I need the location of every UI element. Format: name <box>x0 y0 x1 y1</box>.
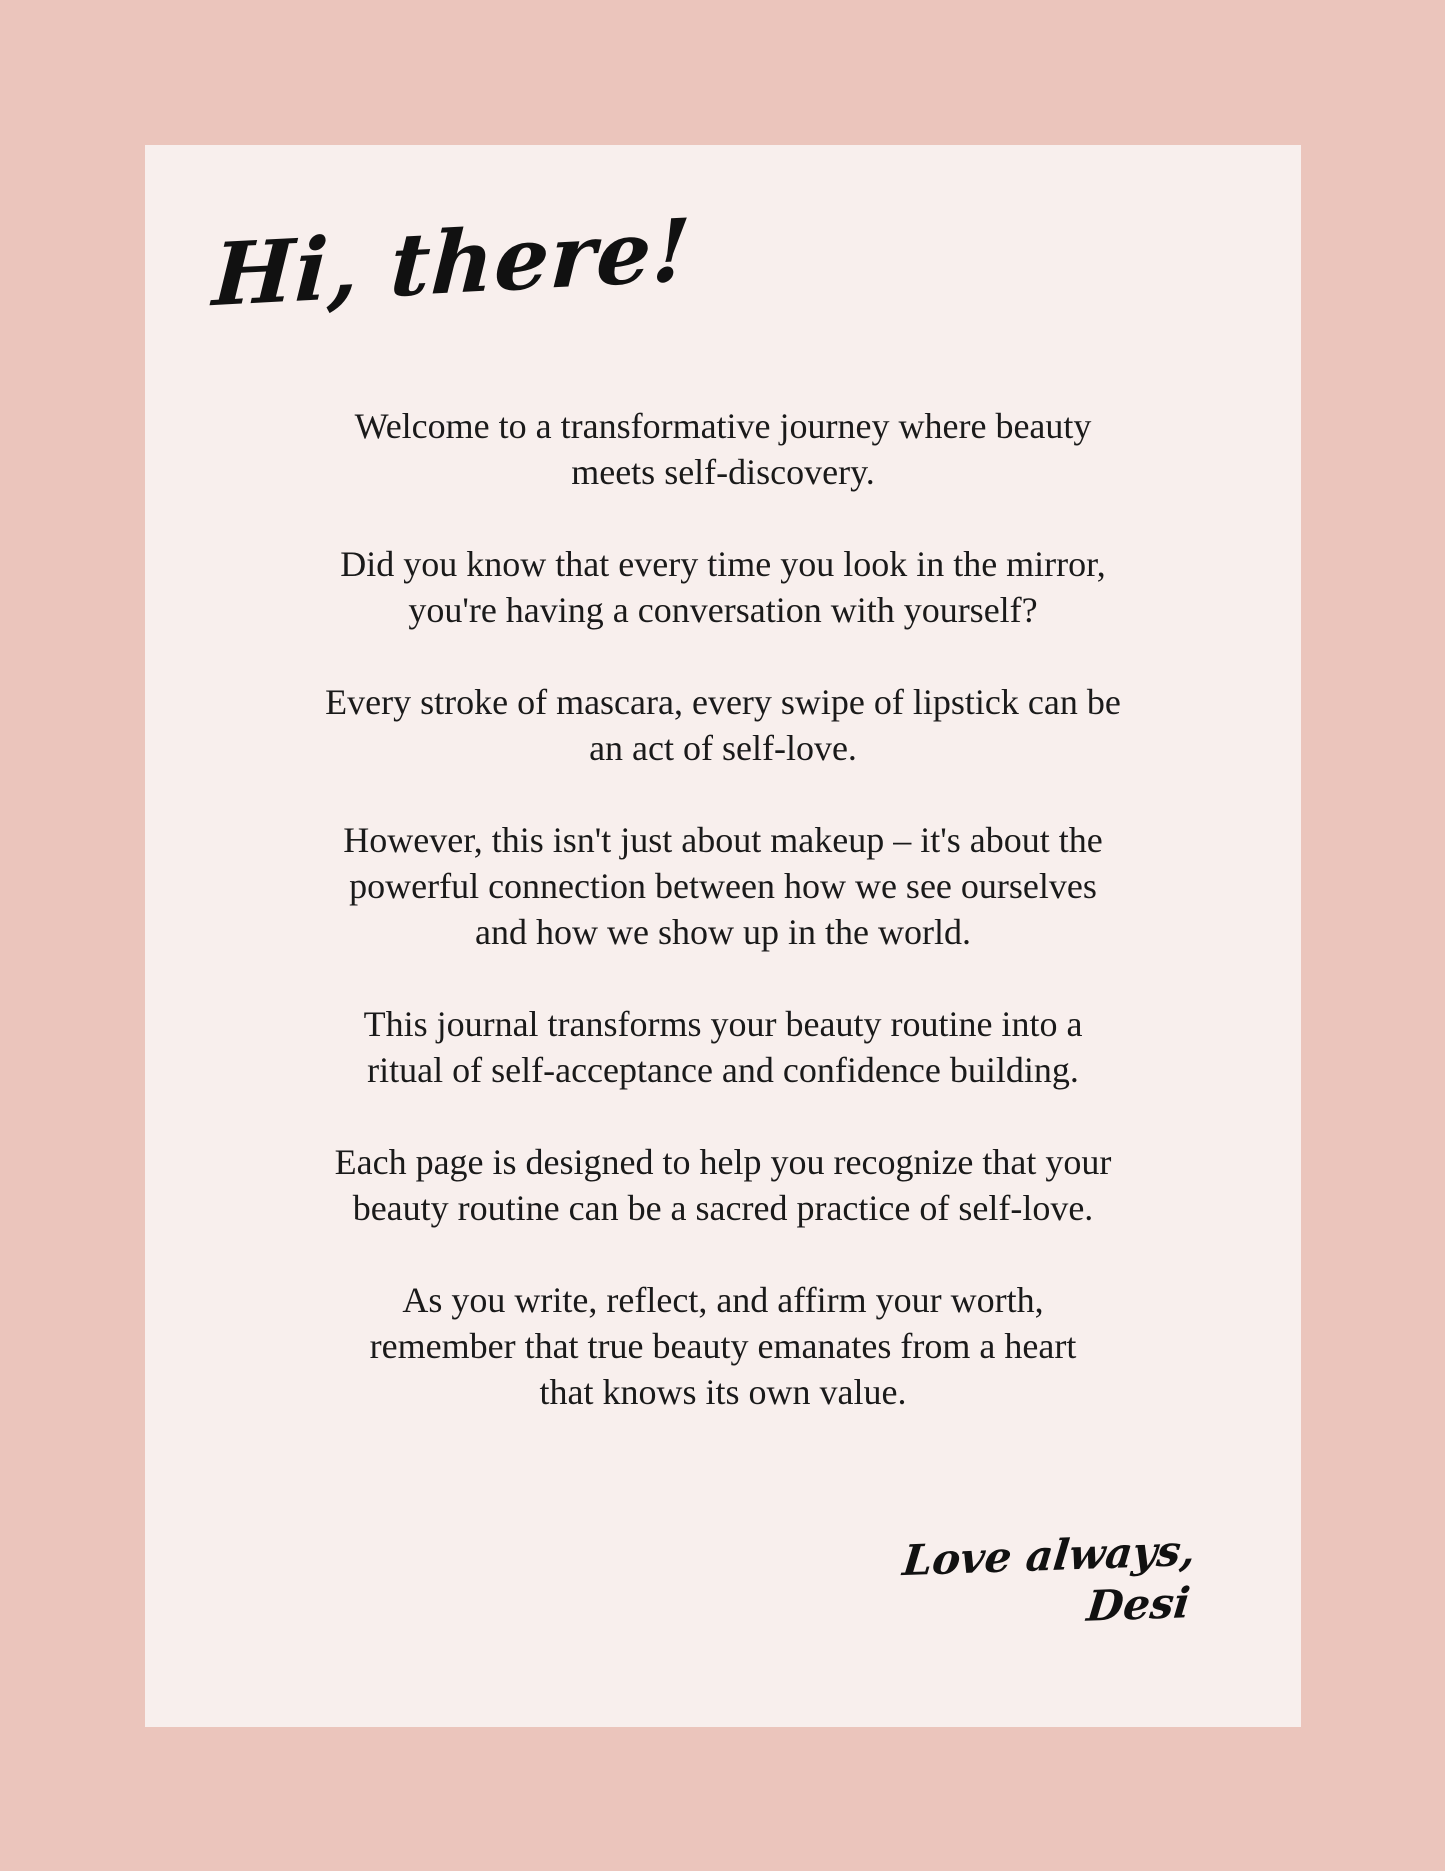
paragraph-mirror: Did you know that every time you look in the mirror, you're having a conversation with yourself? <box>340 544 1106 630</box>
greeting-heading: Hi, there! <box>210 199 694 327</box>
signoff <box>895 1525 1198 1640</box>
signature-text: Desi <box>1085 1578 1193 1631</box>
paragraph-makeup: However, this isn't just about makeup – it's about the powerful connection between how we see ourselves and how we show up in the world. <box>343 820 1103 952</box>
letter-body <box>215 403 1231 1461</box>
paragraph-worth: As you write, reflect, and affirm your worth, remember that true beauty emanates from a heart that knows its own value. <box>369 1280 1077 1412</box>
paragraph-welcome: Welcome to a transformative journey where beauty meets self-discovery. <box>354 406 1092 492</box>
paragraph-each-page: Each page is designed to help you recognize that your beauty routine can be a sacred practice of self-love. <box>334 1142 1112 1228</box>
paragraph-journal: This journal transforms your beauty routine into a ritual of self-acceptance and confidence building. <box>363 1004 1083 1090</box>
paragraph-mascara: Every stroke of mascara, every swipe of lipstick can be an act of self-love. <box>325 682 1121 768</box>
letter-card <box>145 145 1301 1727</box>
closing-text: Love always, <box>900 1525 1199 1586</box>
